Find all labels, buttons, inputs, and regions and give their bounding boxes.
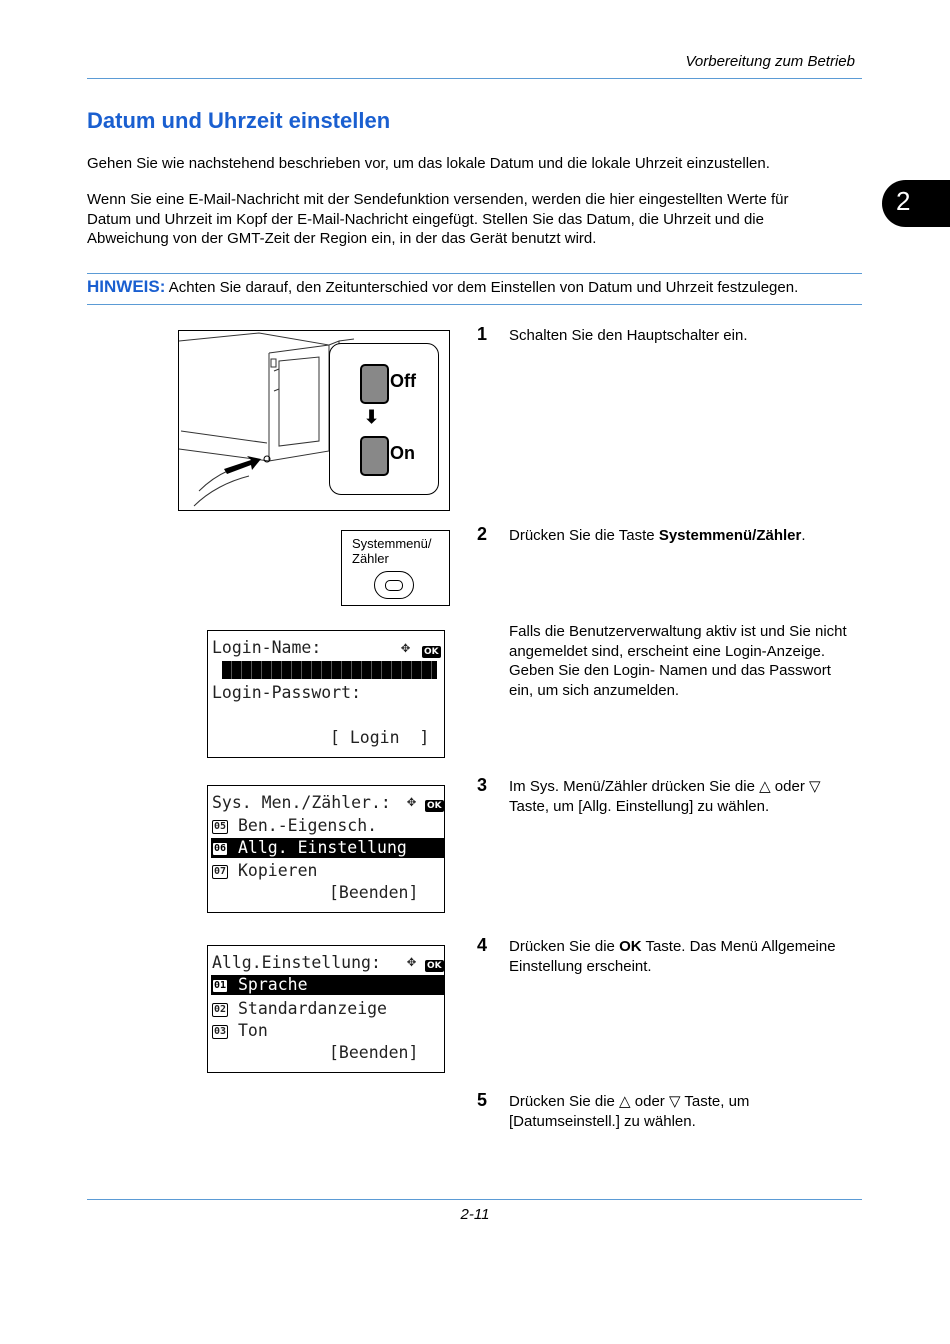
intro-line: Wenn Sie eine E-Mail-Nachricht mit der Sendefunktion versenden, werden die hier eingestellten Werte für xyxy=(87,191,789,208)
login-password-label: Login-Passwort: xyxy=(212,683,362,702)
footer-rule xyxy=(87,1199,862,1200)
note-top-rule xyxy=(87,273,862,274)
power-switch-illustration xyxy=(178,330,450,511)
menu-item-label: Sprache xyxy=(237,975,308,994)
menu-item-label: Kopieren xyxy=(237,861,318,880)
menu-item[interactable] xyxy=(212,1021,268,1040)
menu-item-label: Standardanzeige xyxy=(237,999,387,1018)
ok-badge: OK xyxy=(427,800,442,811)
switch-on-rocker xyxy=(360,436,389,476)
system-key-label xyxy=(352,536,431,566)
page-number: 2-11 xyxy=(460,1206,490,1223)
step-text-part: Drücken Sie die xyxy=(509,938,620,955)
header-rule xyxy=(87,78,862,79)
step-text: Schalten Sie den Hauptschalter ein. xyxy=(509,327,748,344)
system-key-line: Zähler xyxy=(352,551,389,566)
menu-item-label: Ben.-Eigensch. xyxy=(237,816,378,835)
login-name-label: Login-Name: xyxy=(212,638,322,657)
step-note-line: Geben Sie den Login- Namen und das Passwort xyxy=(509,662,831,679)
step-text-line: Einstellung erscheint. xyxy=(509,957,652,975)
step-number: 2 xyxy=(477,524,488,544)
arrow-icon xyxy=(224,456,261,474)
item-number: 05 xyxy=(214,820,227,832)
step-text xyxy=(509,526,869,546)
note-bottom-rule xyxy=(87,304,862,305)
step-text-part: . xyxy=(801,527,806,544)
menu-item[interactable] xyxy=(212,861,317,880)
page-title: Datum und Uhrzeit einstellen xyxy=(87,108,391,133)
step-text-line: Taste, um [Allg. Einstellung] zu wählen. xyxy=(509,797,770,815)
step-text-part: Drücken Sie die Taste xyxy=(509,527,659,544)
screen-title: Allg.Einstellung: xyxy=(212,953,381,972)
running-header: Vorbereitung zum Betrieb xyxy=(685,53,855,70)
hardware-key-icon xyxy=(374,571,414,599)
step-number: 1 xyxy=(477,324,488,344)
end-button[interactable]: [Beenden] xyxy=(329,883,419,902)
ok-badge: OK xyxy=(424,646,439,657)
step-number: 4 xyxy=(477,935,488,955)
item-number: 03 xyxy=(214,1025,227,1037)
intro-paragraph-1: Gehen Sie wie nachstehend beschrieben vor, um das lokale Datum und die lokale Uhrzeit einzustellen. xyxy=(87,155,770,172)
step-number: 5 xyxy=(477,1090,488,1110)
switch-off-rocker xyxy=(360,364,389,404)
screen-title: Sys. Men./Zähler.: xyxy=(212,793,391,812)
step-number: 3 xyxy=(477,775,488,795)
item-number: 01 xyxy=(214,979,227,991)
step-note xyxy=(509,622,869,700)
selected-menu-item[interactable] xyxy=(211,975,444,995)
switch-zoom xyxy=(329,343,439,495)
step-note-line: ein, um sich anzumelden. xyxy=(509,681,680,699)
login-screen xyxy=(207,630,445,758)
item-number: 06 xyxy=(214,842,227,854)
note-text: Achten Sie darauf, den Zeitunterschied vor dem Einstellen von Datum und Uhrzeit festzulegen. xyxy=(165,279,799,296)
step-text-part: Taste. Das Menü Allgemeine xyxy=(641,938,836,955)
login-button[interactable]: [ Login ] xyxy=(330,728,430,747)
cross-key-icon: ✥ xyxy=(407,792,417,810)
chapter-tab xyxy=(882,180,950,227)
step-text xyxy=(509,777,869,816)
step-text-line xyxy=(509,937,869,957)
cross-key-icon: ✥ xyxy=(401,638,411,656)
ok-badge: OK xyxy=(427,960,442,971)
general-settings-screen xyxy=(207,945,445,1073)
menu-item-label: Ton xyxy=(237,1021,268,1040)
switch-off-label: Off xyxy=(390,371,416,391)
system-key-line: Systemmenü/ xyxy=(352,536,432,551)
end-button[interactable]: [Beenden] xyxy=(329,1043,419,1062)
step-text xyxy=(509,1092,869,1131)
step-text-bold: Systemmenü/Zähler xyxy=(658,527,802,544)
cross-key-icon: ✥ xyxy=(407,952,417,970)
step-text-line: Drücken Sie die △ oder ▽ Taste, um xyxy=(509,1093,750,1110)
system-menu-key xyxy=(341,530,450,606)
menu-item-label: Allg. Einstellung xyxy=(237,838,407,857)
menu-item[interactable] xyxy=(212,816,377,835)
chapter-number: 2 xyxy=(896,186,911,216)
step-text-bold: OK xyxy=(619,938,642,955)
intro-paragraph-2 xyxy=(87,190,857,249)
item-number: 07 xyxy=(214,865,227,877)
intro-line: Abweichung von der GMT-Zeit der Region ein, in der das Gerät benutzt wird. xyxy=(87,230,597,247)
step-note-line: angemeldet sind, erscheint eine Login-Anzeige. xyxy=(509,642,826,660)
step-text-line: Im Sys. Menü/Zähler drücken Sie die △ oder ▽ xyxy=(509,778,821,795)
switch-on-label: On xyxy=(390,443,415,463)
arrow-down-icon: ⬇ xyxy=(364,407,380,427)
system-menu-screen xyxy=(207,785,445,913)
login-name-field[interactable] xyxy=(222,661,437,679)
step-note-line: Falls die Benutzerverwaltung aktiv ist und Sie nicht xyxy=(509,623,847,640)
selected-menu-item[interactable] xyxy=(211,838,444,858)
step-text xyxy=(509,937,869,976)
note xyxy=(87,277,798,297)
step-text-line: [Datumseinstell.] zu wählen. xyxy=(509,1112,696,1130)
item-number: 02 xyxy=(214,1003,227,1015)
intro-line: Datum und Uhrzeit im Kopf der E-Mail-Nachricht eingefügt. Stellen Sie das Datum, die Uhrzeit und die xyxy=(87,210,764,228)
menu-item[interactable] xyxy=(212,999,387,1018)
note-label: HINWEIS: xyxy=(87,277,166,296)
